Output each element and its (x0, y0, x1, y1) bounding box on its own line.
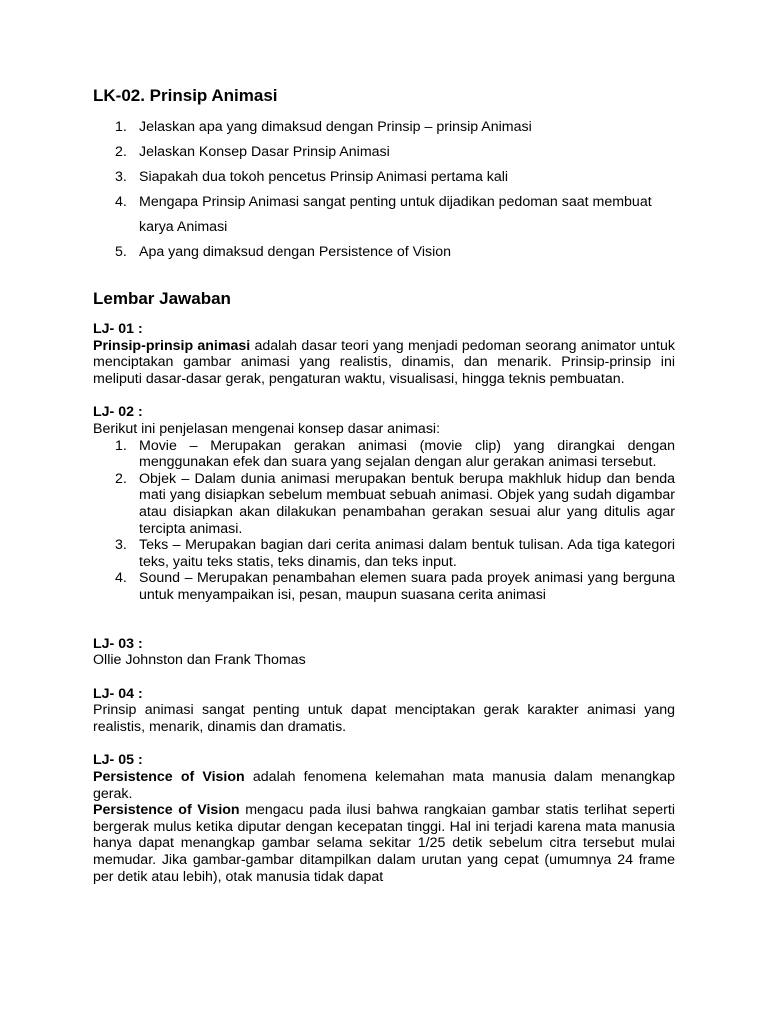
item-text: Movie – Merupakan gerakan animasi (movie clip) yang dirangkai dengan menggunakan efek dan suara yang sejalan dengan alur gerakan animasi tersebut. (139, 437, 675, 471)
lj05-label: LJ- 05 : (93, 752, 143, 769)
lj05-term-2: Persistence of Vision (93, 802, 240, 819)
question-text: Jelaskan apa yang dimaksud dengan Prinsip – prinsip Animasi (139, 119, 532, 135)
item-text: Sound – Merupakan penambahan elemen suara pada proyek animasi yang berguna untuk menyampaikan isi, pesan, maupun suasana cerita animasi (139, 570, 675, 603)
lj04-label: LJ- 04 : (93, 685, 143, 702)
lj05-paragraph-2 (93, 802, 675, 885)
question-list (93, 115, 675, 265)
question-item (93, 140, 675, 165)
question-text: Jelaskan Konsep Dasar Prinsip Animasi (139, 144, 390, 160)
lj01-term: Prinsip-prinsip animasi (93, 337, 251, 354)
item-number: 1. (115, 437, 127, 454)
lj02-list (93, 438, 675, 604)
lj02-intro: Berikut ini penjelasan mengenai konsep dasar animasi: (93, 420, 441, 437)
question-number: 4. (115, 194, 127, 210)
question-text: Apa yang dimaksud dengan Persistence of Vision (139, 244, 452, 260)
list-item (93, 471, 675, 537)
lj02-label: LJ- 02 : (93, 404, 143, 421)
question-item (93, 190, 675, 240)
lj01-text: adalah dasar teori yang menjadi pedoman seorang animator untuk menciptakan gambar animasi yang realistis, dinamis, dan menarik. Prinsip-prinsip ini meliputi dasar-dasar gerak, pengaturan waktu, visualisasi, hingga teknis pembuatan. (93, 337, 675, 387)
item-text: Teks – Merupakan bagian dari cerita animasi dalam bentuk tulisan. Ada tiga kategori teks, yaitu teks statis, teks dinamis, dan teks input. (139, 537, 675, 570)
lj01-label: LJ- 01 : (93, 321, 143, 337)
list-item (93, 438, 675, 471)
lj05-term-1: Persistence of Vision (93, 769, 245, 786)
worksheet-title: LK-02. Prinsip Animasi (93, 86, 278, 105)
item-number: 4. (115, 570, 127, 587)
question-item (93, 115, 675, 140)
question-number: 2. (115, 144, 127, 160)
question-number: 5. (115, 244, 127, 260)
lj05-text-1: adalah fenomena kelemahan mata manusia dalam menangkap gerak. (93, 769, 675, 802)
list-item (93, 570, 675, 603)
lj05-text-2: mengacu pada ilusi bahwa rangkaian gambar statis terlihat seperti bergerak mulus ketika diputar dengan kecepatan tinggi. Hal ini terjadi karena mata manusia hanya dapat menangkap gambar selama sekitar 1/25 detik sebelum citra tersebut mulai memudar. Jika gambar-gambar ditampilkan dalam urutan yang cepat (umumnya 24 frame per detik atau lebih), otak manusia tidak dapat (93, 802, 675, 885)
question-item (93, 165, 675, 190)
lj05-paragraph-1 (93, 769, 675, 802)
lj03-label: LJ- 03 : (93, 635, 143, 652)
answer-section (93, 321, 675, 885)
question-item (93, 240, 675, 265)
list-item (93, 537, 675, 570)
question-number: 1. (115, 119, 127, 135)
item-number: 3. (115, 537, 127, 554)
lj04-answer: Prinsip animasi sangat penting untuk dapat menciptakan gerak karakter animasi yang realistis, menarik, dinamis dan dramatis. (93, 702, 675, 735)
question-text: Mengapa Prinsip Animasi sangat penting untuk dijadikan pedoman saat membuat karya Animasi (139, 194, 652, 235)
lj01-answer (93, 338, 675, 388)
item-text: Objek – Dalam dunia animasi merupakan bentuk berupa makhluk hidup dan benda mati yang disiapkan sebelum membuat sebuah animasi. Objek yang sudah digambar atau disiapkan akan dilakukan penambahan gerakan sesuai alur yang ditulis agar tercipta animasi. (139, 470, 675, 537)
item-number: 2. (115, 470, 127, 487)
question-text: Siapakah dua tokoh pencetus Prinsip Animasi pertama kali (139, 169, 509, 185)
question-number: 3. (115, 169, 127, 185)
lj03-answer: Ollie Johnston dan Frank Thomas (93, 652, 306, 669)
answer-heading: Lembar Jawaban (93, 289, 231, 308)
